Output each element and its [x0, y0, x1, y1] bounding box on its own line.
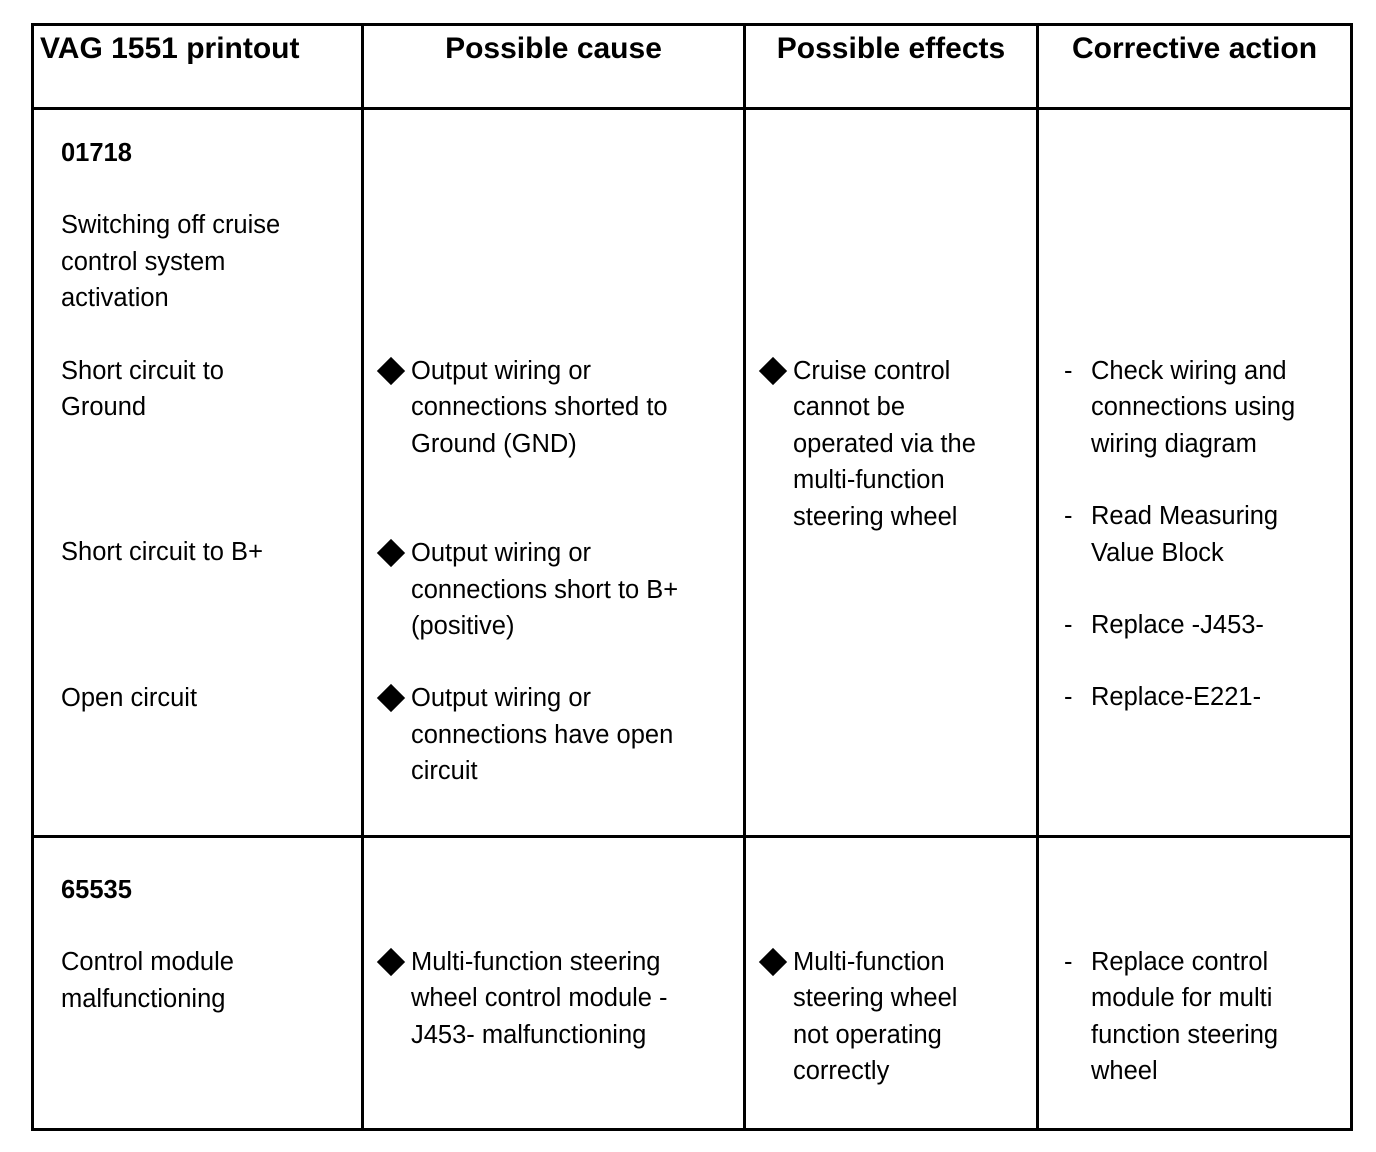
dash-bullet: -: [1064, 948, 1073, 976]
effect-line: correctly: [793, 1057, 890, 1086]
fault-description-line: Switching off cruise: [61, 211, 281, 240]
cause-line: wheel control module -: [411, 984, 668, 1013]
cause-item: [381, 944, 743, 1053]
cause-line: Ground (GND): [411, 429, 577, 458]
action-line: Check wiring and: [1091, 357, 1287, 385]
fault-type-ground: Ground: [61, 393, 147, 422]
header-action: Corrective action: [1038, 25, 1352, 109]
dash-bullet: -: [1064, 683, 1073, 712]
action-item: [1064, 353, 1350, 462]
header-effects: Possible effects: [745, 25, 1038, 109]
cause-cell: [363, 837, 745, 1130]
effect-line: not operating: [793, 1020, 942, 1049]
action-item: [1064, 498, 1350, 571]
effect-line: steering wheel: [793, 502, 958, 531]
diamond-bullet-icon: [377, 684, 405, 712]
dash-bullet: -: [1064, 502, 1073, 531]
action-item: [1064, 607, 1350, 643]
cause-line: Multi-function steering: [411, 948, 661, 976]
action-line: Replace control: [1091, 948, 1269, 976]
cause-line: connections have open: [411, 720, 674, 749]
action-line: wiring diagram: [1091, 429, 1257, 458]
action-line: function steering: [1091, 1020, 1279, 1049]
fault-description-line: malfunctioning: [61, 984, 226, 1013]
effect-line: operated via the: [793, 429, 976, 458]
action-line: connections using: [1091, 393, 1296, 422]
cause-line: connections shorted to: [411, 393, 668, 422]
fault-type-ground: Short circuit to: [61, 356, 224, 385]
diamond-bullet-icon: [377, 948, 405, 976]
cause-line: Output wiring or: [411, 684, 591, 713]
action-line: module for multi: [1091, 984, 1273, 1013]
action-cell: [1038, 837, 1352, 1130]
action-cell: [1038, 109, 1352, 837]
cause-line: (positive): [411, 612, 515, 641]
effects-cell: [745, 109, 1038, 837]
header-cause: Possible cause: [363, 25, 745, 109]
diamond-bullet-icon: [377, 539, 405, 567]
fault-code: 65535: [61, 876, 132, 904]
cause-line: circuit: [411, 757, 478, 786]
diamond-bullet-icon: [759, 948, 787, 976]
action-line: Value Block: [1091, 538, 1224, 567]
cause-bplus: [381, 535, 743, 644]
action-line: wheel: [1091, 1057, 1158, 1086]
action-item: [1064, 679, 1350, 715]
cause-line: Output wiring or: [411, 357, 591, 385]
effect-line: Multi-function: [793, 948, 945, 976]
action-item: [1064, 944, 1350, 1090]
cause-line: Output wiring or: [411, 539, 591, 568]
fault-table: [31, 23, 1353, 1131]
header-printout: VAG 1551 printout: [33, 25, 363, 109]
fault-description-line: Control module: [61, 948, 234, 977]
dash-bullet: -: [1064, 611, 1073, 640]
cause-line: connections short to B+: [411, 575, 679, 604]
table-row: [33, 837, 1352, 1130]
cause-cell: [363, 109, 745, 837]
effect-item: [763, 353, 1036, 535]
effects-cell: [745, 837, 1038, 1130]
action-line: Replace -J453-: [1091, 611, 1264, 640]
header-row: [33, 25, 1352, 109]
fault-code: 01718: [61, 139, 132, 167]
fault-type-open: Open circuit: [61, 683, 198, 712]
fault-description-line: control system: [61, 247, 226, 276]
action-line: Replace-E221-: [1091, 683, 1262, 712]
diamond-bullet-icon: [759, 357, 787, 385]
effect-item: [763, 944, 1036, 1090]
dash-bullet: -: [1064, 357, 1073, 385]
diamond-bullet-icon: [377, 357, 405, 385]
effect-line: steering wheel: [793, 984, 958, 1013]
effect-line: cannot be: [793, 393, 906, 422]
cause-ground: [381, 353, 743, 462]
effect-line: multi-function: [793, 466, 945, 495]
cause-open: [381, 680, 743, 789]
cause-line: J453- malfunctioning: [411, 1020, 647, 1049]
effect-line: Cruise control: [793, 357, 951, 385]
printout-cell: [33, 109, 363, 837]
printout-cell: [33, 837, 363, 1130]
action-line: Read Measuring: [1091, 502, 1279, 531]
fault-description-line: activation: [61, 284, 169, 313]
fault-type-bplus: Short circuit to B+: [61, 538, 263, 567]
table-row: [33, 109, 1352, 837]
